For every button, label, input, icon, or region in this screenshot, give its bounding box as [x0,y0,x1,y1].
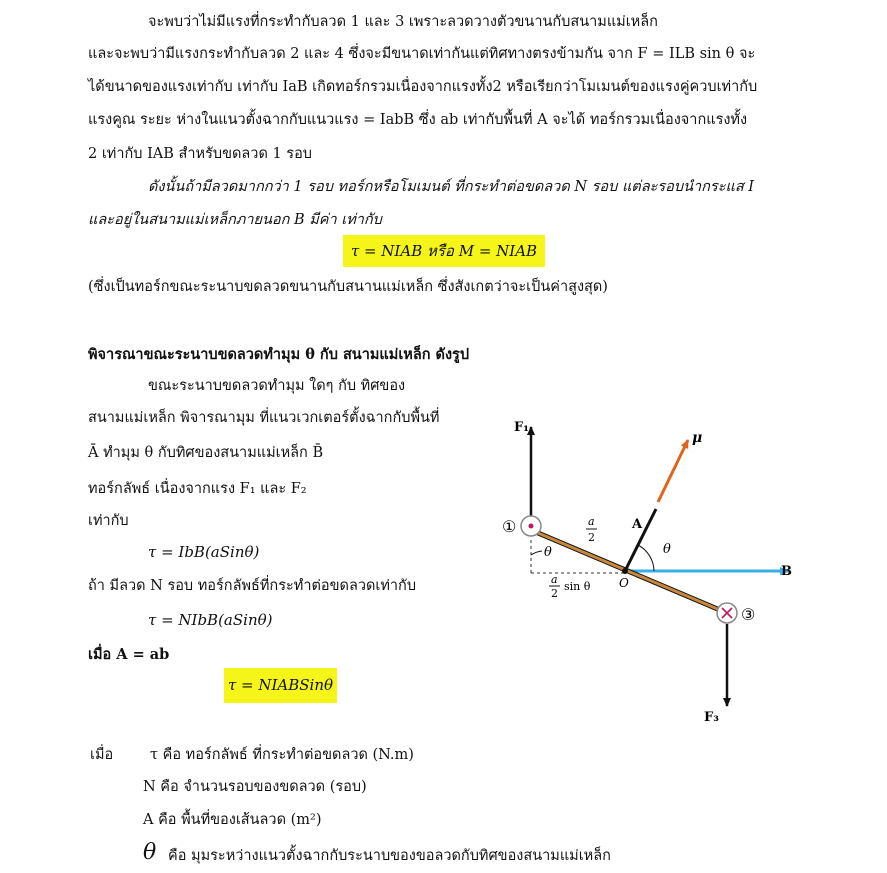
section2-line2: สนามแม่เหล็ก พิจารณามุม ที่แนวเวกเตอร์ตั้งฉากกับพื้นที่ [88,410,440,426]
section2-line6: ถ้า มีลวด N รอบ ทอร์กลัพธ์ที่กระทำต่อขดลวดเท่ากับ [88,578,417,594]
label-wire-1: ① [502,517,517,536]
label-a-half-top-den: 2 [588,531,595,544]
angle-arc-left [531,551,542,555]
label-f1: F₁ [514,420,529,435]
label-wire-3: ③ [741,605,756,624]
label-mu: μ [692,430,703,446]
section2-line1: ขณะระนาบขดลวดทำมุม ใดๆ กับ ทิศของ [148,378,406,394]
legend-theta: คือ มุมระหว่างแนวตั้งฉากกับระนาบของขอลวดกับทิศของสนามแม่เหล็ก [168,848,611,864]
label-f3: F₃ [704,710,719,725]
label-a-half-top-num: a [588,515,595,528]
section2-line7: เมื่อ A = ab [88,646,170,663]
legend-a: A คือ พื้นที่ของเส้นลวด (m²) [143,812,322,828]
label-b-field: B [781,564,792,579]
section2-line3: Ā ทำมุม θ กับทิศของสนามแม่เหล็ก B̄ [88,445,324,461]
label-a-half-bottom-den: 2 [551,587,558,600]
legend-when: เมื่อ [90,747,114,763]
legend-n: N คือ จำนวนรอบของขดลวด (รอบ) [143,779,367,795]
para1-line2: และจะพบว่ามีแรงกระทำกับลวด 2 และ 4 ซึ่งจะมีขนาดเท่ากันแต่ทิศทางตรงข้ามกัน จาก F = ILB sin θ จะ [88,46,756,62]
section2-line5: เท่ากับ [88,513,129,529]
formula-torque-general: τ = NIABSinθ [227,676,334,694]
para1-line5: 2 เท่ากับ IAB สำหรับขดลวด 1 รอบ [88,146,313,162]
label-a-half-bottom-num: a [551,573,558,586]
label-theta-left: θ [544,545,552,560]
legend-tau: τ คือ ทอร์กลัพธ์ ที่กระทำต่อขดลวด (N.m) [150,747,414,763]
note-max-torque: (ซึ่งเป็นทอร์กขณะระนาบขดลวดขนานกับสนานแม่เหล็ก ซึ่งสังเกตว่าจะเป็นค่าสูงสุด) [88,279,608,295]
angle-arc-right [638,545,654,571]
label-a-vector: A [632,517,643,532]
section2-line4: ทอร์กลัพธ์ เนื่องจากแรง F₁ และ F₂ [88,481,307,497]
wire-dot-icon [529,524,534,529]
origin-point [622,568,628,574]
legend-theta-symbol: θ [143,840,157,865]
para1-line4: แรงคูณ ระยะ ห่างในแนวตั้งฉากกับแนวแรง = IabB ซึ่ง ab เท่ากับพื้นที่ A จะได้ ทอร์กรวมเนื่องจากแรงทั้ง [88,112,748,128]
section2-heading: พิจารณาขณะระนาบขดลวดทำมุม θ กับ สนามแม่เหล็ก ดังรูป [88,346,470,363]
label-origin: O [619,576,629,590]
para1-line1: จะพบว่าไม่มีแรงที่กระทำกับลวด 1 และ 3 เพราะลวดวางตัวขนานกับสนามแม่เหล็ก [148,14,658,30]
para1-line3: ได้ขนาดของแรงเท่ากับ เท่ากับ IaB เกิดทอร์กรวมเนื่องจากแรงทั้ง2 หรือเรียกว่าโมเมนต์ของแรงคู่ควบเท่ากับ [88,79,758,95]
formula-max-torque: τ = NIAB หรือ M = NIAB [350,242,538,260]
magnetic-moment-vector [658,440,688,502]
equation-torque-n-turns: τ = NIbB(aSinθ) [148,611,273,629]
label-theta-right: θ [663,542,671,557]
label-sin-theta: sin θ [564,580,591,593]
para2-line1: ดังนั้นถ้ามีลวดมากกว่า 1 รอบ ทอร์กหรือโมเมนต์ ที่กระทำต่อขดลวด N รอบ แต่ละรอบนำกระแส I [148,179,755,195]
equation-torque-single: τ = IbB(aSinθ) [148,543,260,561]
para2-line2: และอยู่ในสนามแม่เหล็กภายนอก B มีค่า เท่ากับ [88,212,382,228]
